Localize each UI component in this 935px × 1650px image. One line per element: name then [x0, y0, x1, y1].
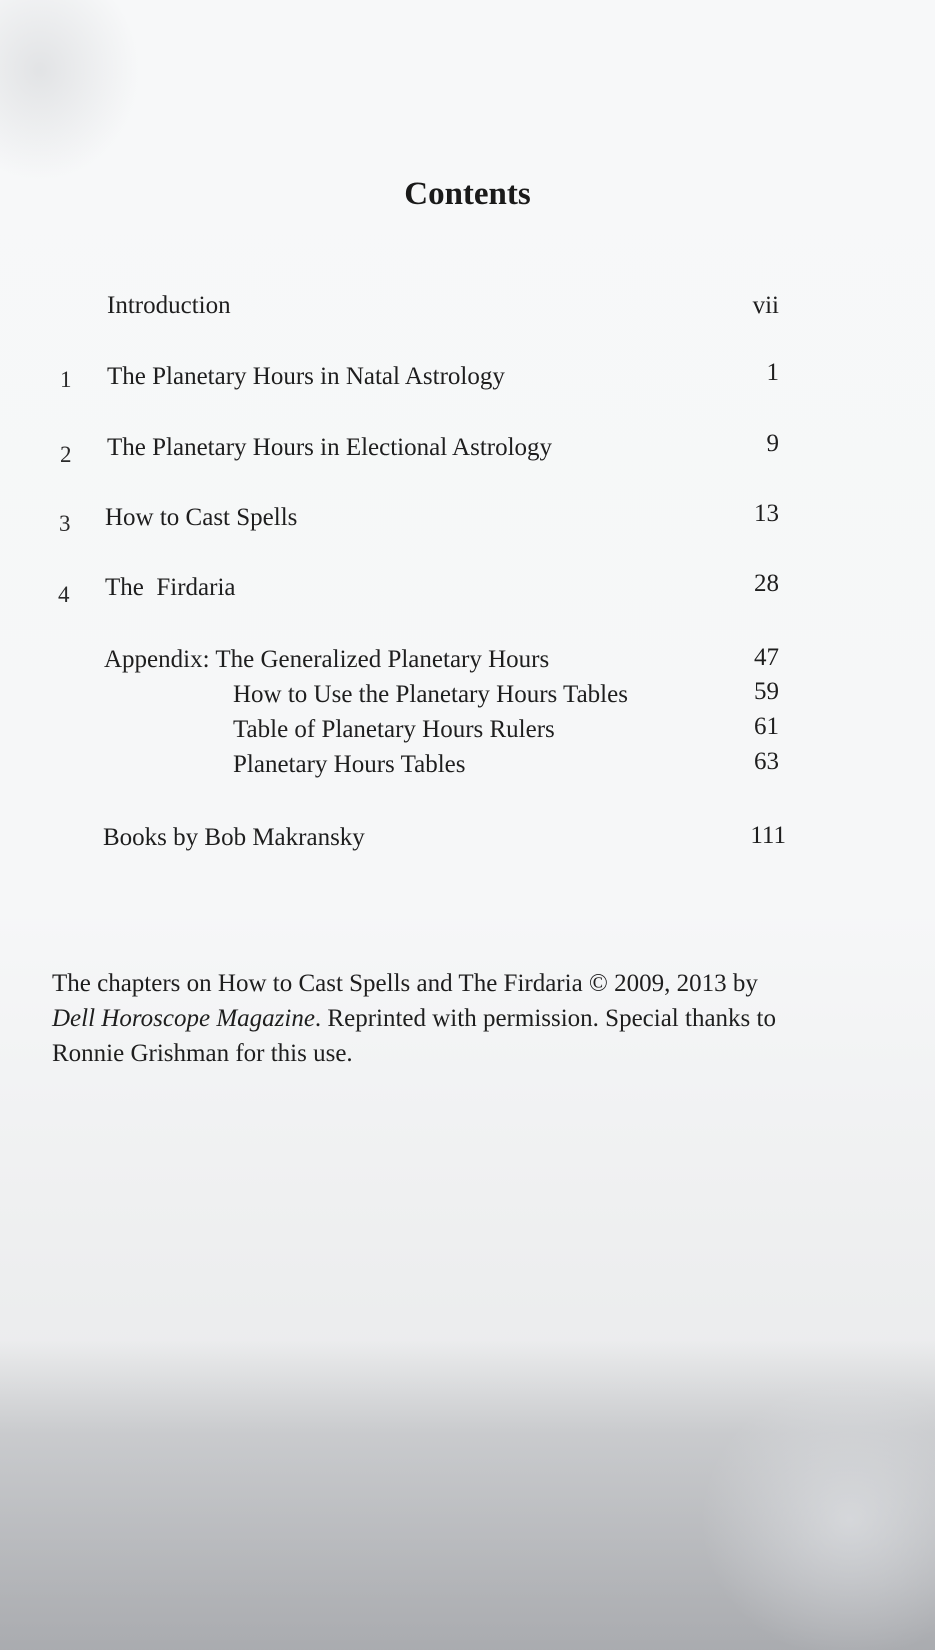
toc-subentry-label: Planetary Hours Tables	[233, 751, 466, 778]
toc-entry-books-label: Books by Bob Makransky	[103, 824, 365, 851]
chapter-number: 1	[60, 367, 72, 392]
page-title: Contents	[404, 176, 531, 212]
toc-entry-chapter-1-page: 1	[766, 359, 779, 386]
toc-entry-introduction-label: Introduction	[107, 292, 231, 319]
toc-subentry-page: 59	[754, 678, 779, 705]
toc-subentry-label: Table of Planetary Hours Rulers	[233, 716, 555, 743]
chapter-number: 2	[60, 442, 72, 467]
toc-subentry-page: 61	[754, 713, 779, 740]
chapter-number: 4	[58, 582, 70, 607]
permissions-note	[52, 966, 842, 1071]
toc-entry-introduction-page: vii	[752, 292, 779, 319]
toc-entry-chapter-4-page: 28	[754, 570, 779, 597]
credits-line-1: The chapters on How to Cast Spells and The Firdaria © 2009, 2013 by	[52, 970, 758, 997]
toc-entry-appendix-label: Appendix: The Generalized Planetary Hours	[104, 646, 550, 673]
credits-line-2: . Reprinted with permission. Special thanks to	[314, 1005, 776, 1032]
toc-entry-chapter-2-page: 9	[766, 430, 779, 457]
toc-entry-appendix-page: 47	[754, 644, 779, 671]
credits-line-3: Ronnie Grishman for this use.	[52, 1040, 353, 1067]
page-shadow	[0, 0, 140, 180]
page-highlight	[700, 1380, 935, 1650]
chapter-number: 3	[59, 511, 71, 536]
toc-subentry-page: 63	[754, 748, 779, 775]
toc-entry-books-page: 111	[750, 822, 786, 849]
toc-entry-chapter-4-label: The Firdaria	[105, 574, 236, 601]
toc-entry-chapter-3-page: 13	[754, 500, 779, 527]
toc-entry-chapter-1-label: The Planetary Hours in Natal Astrology	[107, 363, 505, 390]
toc-subentry-label: How to Use the Planetary Hours Tables	[233, 681, 628, 708]
toc-entry-chapter-3-label: How to Cast Spells	[105, 504, 298, 531]
magazine-title: Dell Horoscope Magazine	[52, 1005, 315, 1032]
toc-entry-chapter-2-label: The Planetary Hours in Electional Astrology	[107, 434, 553, 461]
